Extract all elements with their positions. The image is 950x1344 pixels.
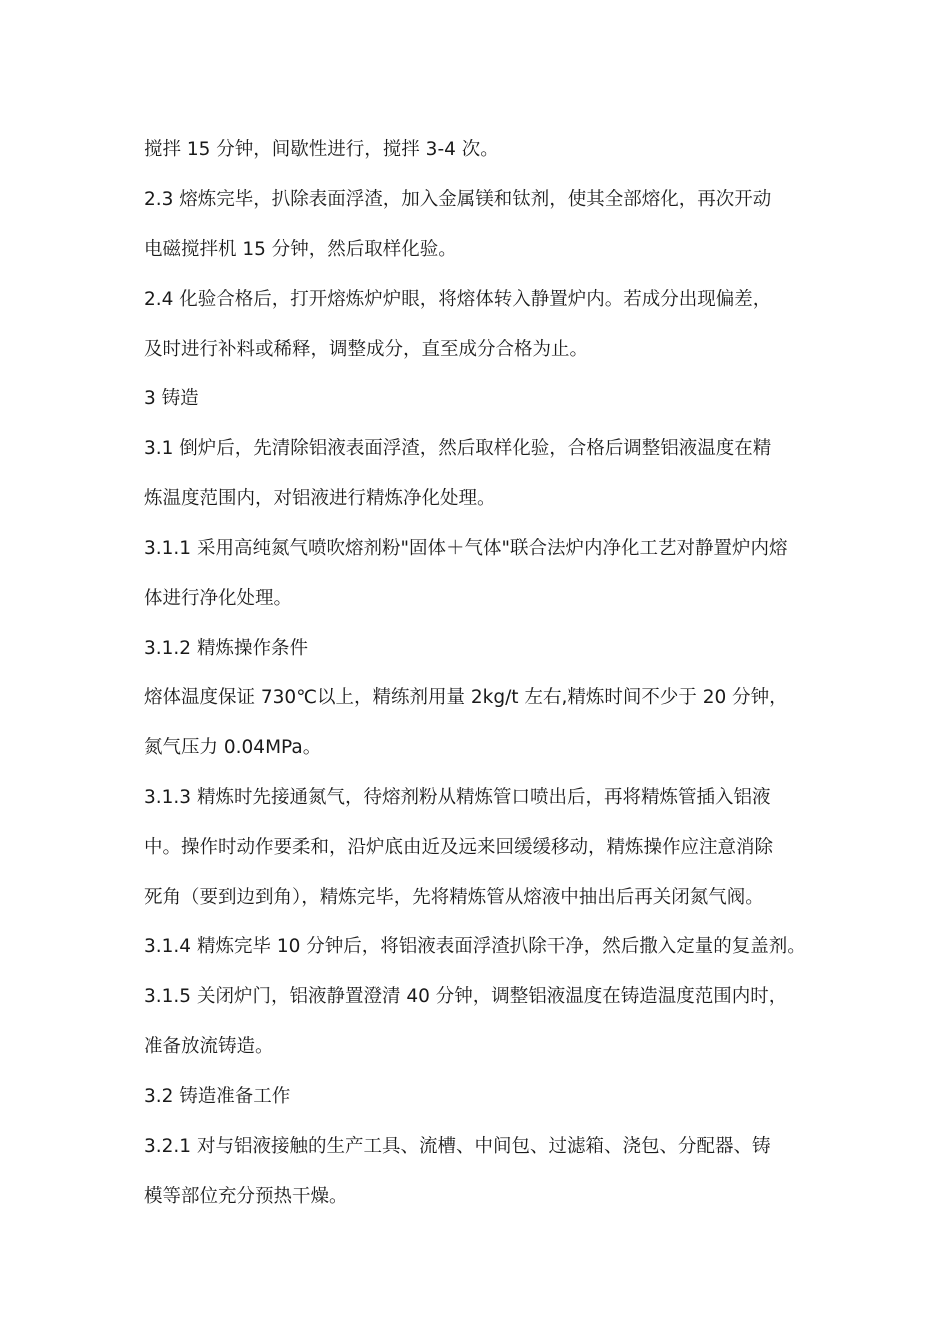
- text-line: 3.2.1 对与铝液接触的生产工具、流槽、中间包、过滤箱、浇包、分配器、铸: [144, 1136, 771, 1157]
- section-heading: 3.2 铸造准备工作: [144, 1086, 291, 1107]
- text-line: 准备放流铸造。: [144, 1036, 274, 1057]
- text-line: 及时进行补料或稀释，调整成分，直至成分合格为止。: [144, 339, 589, 360]
- text-line: 3.1.1 采用高纯氮气喷吹熔剂粉"固体＋气体"联合法炉内净化工艺对静置炉内熔: [144, 538, 788, 559]
- text-line: 中。操作时动作要柔和，沿炉底由近及远来回缓缓移动，精炼操作应注意消除: [144, 837, 774, 858]
- subsection-heading: 3.1.2 精炼操作条件: [144, 638, 308, 659]
- text-line: 3.1.3 精炼时先接通氮气，待熔剂粉从精炼管口喷出后，再将精炼管插入铝液: [144, 787, 771, 808]
- text-line: 体进行净化处理。: [144, 588, 293, 609]
- text-line: 氮气压力 0.04MPa。: [144, 737, 322, 758]
- text-line: 搅拌 15 分钟，间歇性进行，搅拌 3-4 次。: [144, 139, 499, 160]
- text-line: 2.4 化验合格后，打开熔炼炉炉眼，将熔体转入静置炉内。若成分出现偏差，: [144, 289, 772, 310]
- text-line: 死角（要到边到角），精炼完毕，先将精炼管从熔液中抽出后再关闭氮气阀。: [144, 887, 764, 908]
- text-line: 模等部位充分预热干燥。: [144, 1186, 348, 1207]
- text-line: 电磁搅拌机 15 分钟，然后取样化验。: [144, 239, 457, 260]
- text-line: 2.3 熔炼完毕，扒除表面浮渣，加入金属镁和钛剂，使其全部熔化，再次开动: [144, 189, 772, 210]
- text-line: 熔体温度保证 730℃以上，精练剂用量 2kg/t 左右,精炼时间不少于 20 分钟，: [144, 687, 788, 708]
- section-heading: 3 铸造: [144, 388, 199, 409]
- text-line: 3.1.4 精炼完毕 10 分钟后，将铝液表面浮渣扒除干净，然后撒入定量的复盖剂。: [144, 936, 806, 957]
- text-line: 3.1 倒炉后，先清除铝液表面浮渣，然后取样化验，合格后调整铝液温度在精: [144, 438, 772, 459]
- text-line: 炼温度范围内，对铝液进行精炼净化处理。: [144, 488, 496, 509]
- text-line: 3.1.5 关闭炉门，铝液静置澄清 40 分钟，调整铝液温度在铸造温度范围内时，: [144, 986, 788, 1007]
